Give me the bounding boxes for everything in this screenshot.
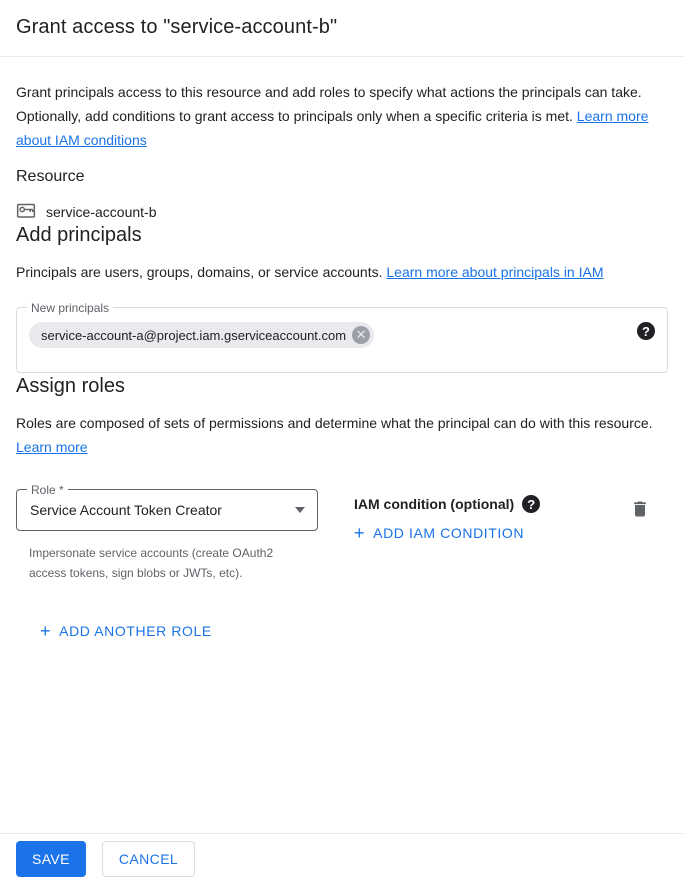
assign-roles-heading: Assign roles: [16, 375, 125, 397]
save-button[interactable]: SAVE: [16, 841, 86, 877]
title-divider: [0, 56, 684, 57]
help-icon[interactable]: [637, 322, 655, 341]
role-select-value: Service Account Token Creator: [30, 502, 222, 518]
trash-icon[interactable]: [630, 499, 650, 519]
role-row: [16, 483, 668, 583]
resource-row: [16, 202, 668, 222]
iam-condition-label: IAM condition (optional): [354, 496, 515, 512]
service-account-icon: [16, 202, 36, 222]
assign-roles-description: [16, 411, 656, 459]
delete-role-column: [630, 489, 668, 524]
add-iam-condition-label: ADD IAM CONDITION: [373, 525, 525, 541]
resource-name: service-account-b: [46, 204, 157, 220]
iam-condition-label-row: [354, 495, 584, 513]
roles-learn-more-link[interactable]: Learn more: [16, 439, 88, 455]
add-principals-heading: Add principals: [16, 224, 142, 246]
principals-learn-more-link[interactable]: Learn more about principals in IAM: [386, 264, 604, 280]
help-icon-glyph: ?: [637, 322, 655, 340]
role-select[interactable]: [16, 483, 318, 531]
plus-icon: +: [40, 621, 52, 641]
principal-chip[interactable]: [29, 322, 374, 348]
cancel-button[interactable]: CANCEL: [102, 841, 195, 877]
principals-description-body: Principals are users, groups, domains, or service accounts.: [16, 264, 383, 280]
new-principals-label: New principals: [27, 300, 113, 316]
role-select-label: Role *: [27, 482, 68, 498]
intro-text-body: Grant principals access to this resource and add roles to specify what actions the principals can take. Optionally, add conditions to grant access to principals only when a specific criteria is met.: [16, 84, 642, 124]
iam-condition-column: [354, 489, 584, 544]
page-title: Grant access to "service-account-b": [16, 16, 338, 38]
assign-roles-description-body: Roles are composed of sets of permissions and determine what the principal can do with this resource.: [16, 415, 653, 431]
intro-text: [16, 80, 654, 152]
add-another-role-row: [16, 611, 668, 642]
plus-icon: +: [354, 523, 366, 543]
close-icon[interactable]: ✕: [352, 326, 370, 344]
new-principals-field[interactable]: [16, 301, 668, 373]
add-another-role-label: ADD ANOTHER ROLE: [59, 623, 212, 639]
resource-heading: Resource: [16, 168, 85, 185]
add-iam-condition-button[interactable]: [354, 525, 524, 541]
chevron-down-icon: [295, 507, 305, 513]
role-column: [16, 483, 318, 583]
iam-conditions-link[interactable]: Learn more about IAM conditions: [16, 108, 649, 148]
help-icon[interactable]: ?: [522, 495, 540, 513]
principals-description: [16, 260, 656, 284]
add-another-role-button[interactable]: [40, 623, 212, 639]
role-description: Impersonate service accounts (create OAuth2 access tokens, sign blobs or JWTs, etc).: [29, 546, 274, 580]
dialog-content: [0, 80, 684, 642]
principal-chip-label: service-account-a@project.iam.gserviceaccount.com: [41, 327, 347, 343]
footer-divider: [0, 833, 684, 834]
dialog-actions: [16, 841, 195, 877]
